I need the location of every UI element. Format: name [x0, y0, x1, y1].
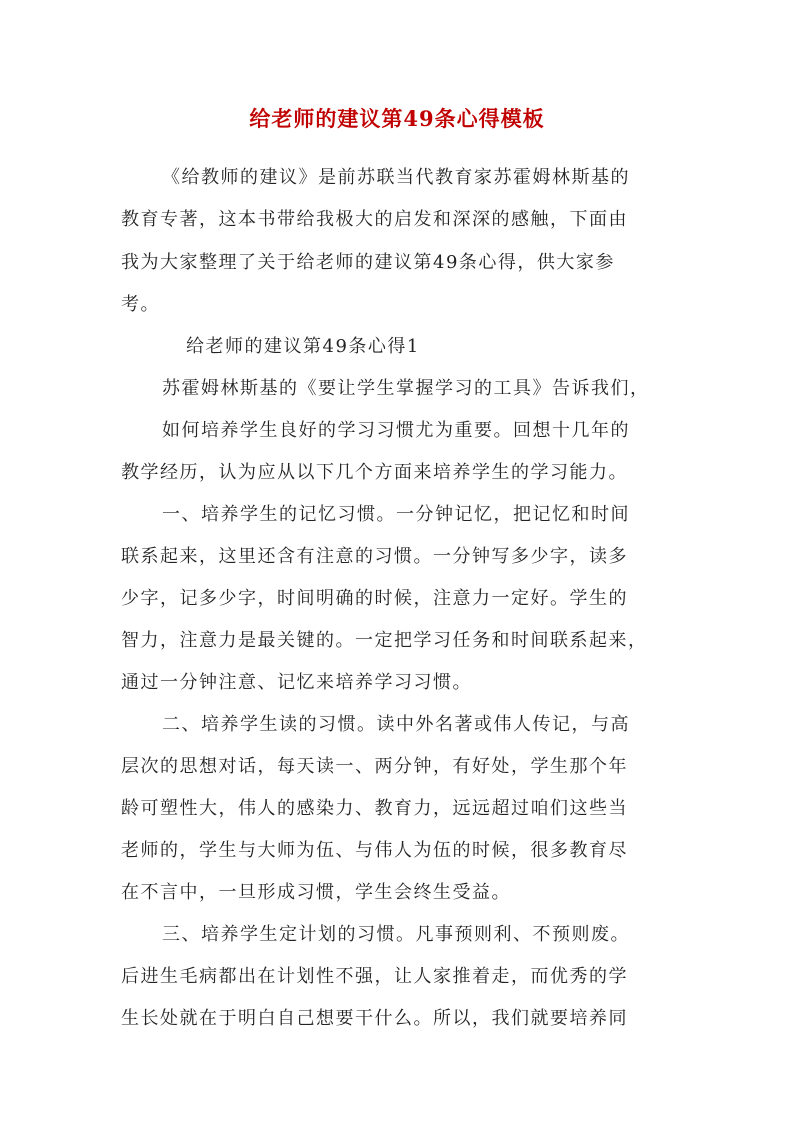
paragraph-line: 如何培养学生良好的学习习惯尤为重要。回想十几年的: [162, 420, 630, 441]
paragraph-line: 龄可塑性大，伟人的感染力、教育力，远远超过咱们这些当: [121, 798, 628, 819]
paragraph-line: 在不言中，一旦形成习惯，学生会终生受益。: [121, 882, 511, 903]
paragraph-line: 一、培养学生的记忆习惯。一分钟记忆，把记忆和时间: [162, 504, 630, 525]
paragraph-line: 苏霍姆林斯基的《要让学生掌握学习的工具》告诉我们，: [162, 378, 650, 399]
paragraph-line: 智力，注意力是最关键的。一定把学习任务和时间联系起来，: [121, 630, 648, 651]
paragraph-line: 老师的，学生与大师为伍、与伟人为伍的时候，很多教育尽: [121, 840, 628, 861]
paragraph-line: 少字，记多少字，时间明确的时候，注意力一定好。学生的: [121, 588, 628, 609]
paragraph-line: 联系起来，这里还含有注意的习惯。一分钟写多少字，读多: [121, 546, 628, 567]
document-title: 给老师的建议第49条心得模板: [249, 106, 545, 131]
paragraph-line: 考。: [121, 294, 160, 315]
paragraph-line: 通过一分钟注意、记忆来培养学习习惯。: [121, 672, 472, 693]
paragraph-line: 三、培养学生定计划的习惯。凡事预则利、不预则废。: [162, 924, 630, 945]
paragraph-line: 教学经历，认为应从以下几个方面来培养学生的学习能力。: [121, 462, 628, 483]
paragraph-line: 我为大家整理了关于给老师的建议第49条心得，供大家参: [121, 252, 615, 273]
paragraph-line: 层次的思想对话，每天读一、两分钟，有好处，学生那个年: [121, 756, 628, 777]
paragraph-line: 《给教师的建议》是前苏联当代教育家苏霍姆林斯基的: [162, 167, 630, 188]
paragraph-line: 二、培养学生读的习惯。读中外名著或伟人传记，与高: [162, 714, 630, 735]
paragraph-line: 生长处就在于明白自己想要干什么。所以，我们就要培养同: [121, 1008, 628, 1029]
paragraph-line: 教育专著，这本书带给我极大的启发和深深的感触，下面由: [121, 209, 628, 230]
paragraph-line: 后进生毛病都出在计划性不强，让人家推着走，而优秀的学: [121, 966, 628, 987]
section-heading: 给老师的建议第49条心得1: [186, 336, 420, 357]
